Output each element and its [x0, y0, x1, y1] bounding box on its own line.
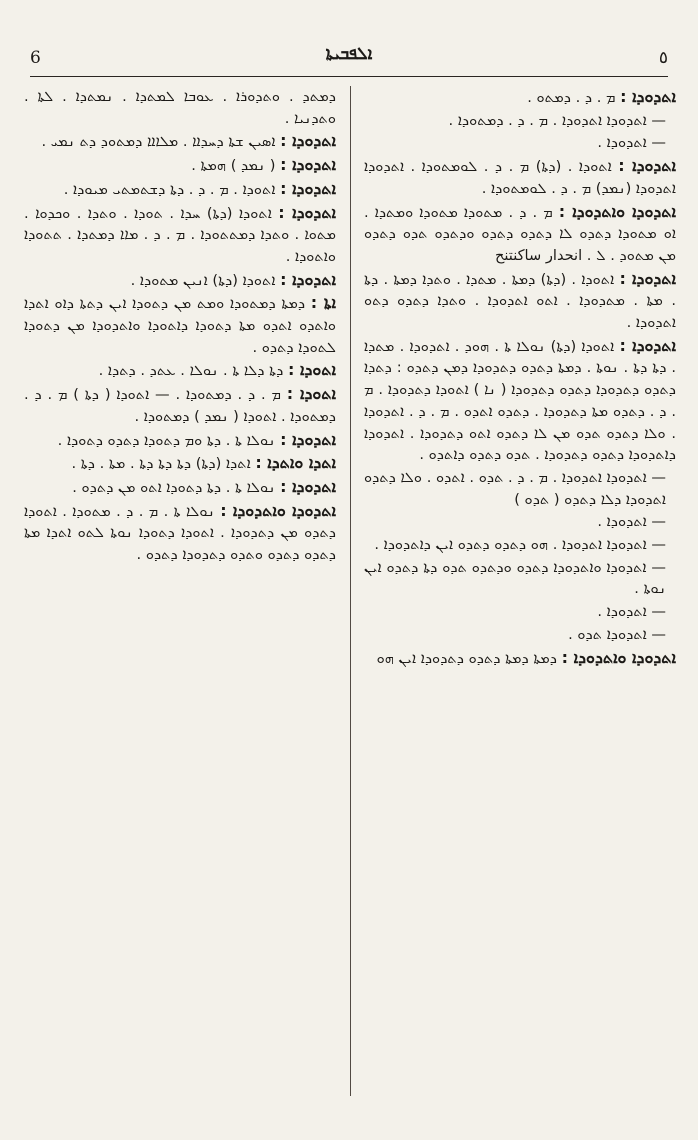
entry-headword: ܐܬܕܘܕܐ ܘܐܬܕܘܕܐ :	[561, 647, 676, 667]
page-number-left: 6	[30, 48, 41, 68]
entry-text: ܕܬܐ ܕܠܐ ܬܐ . ܢܘܠܐ . ܥܬܕ . ܕܬܕܐ .	[98, 362, 284, 380]
entry-headword: ܐܬܕܘܕܐ :	[280, 155, 336, 175]
entry-text: ܡ . ܕ . ܡܬܘܕܐ ܡܬܘܕܐ ܘܡܬܕܐ . ܐܘ ܡܬܘܕܐ ܕܬܕܘ ܠܐ ܕܬܕܘ ܕܬܕܘ ܘܕܬܕܘ ܬܕܘ ܕܬܕܘ ܡܢ ܡܬܘܕ .	[364, 203, 676, 264]
entry-text: ܡ . ܕ . ܕܡܬܘ .	[527, 89, 616, 106]
entry-text: — ܐܬܕܘܕܐ ܐܬܕܘܕܐ . ܡ . ܕ . ܬܕܘ . ܐܬܕܘ . ܘܠܐ ܕܬܕܘ ܐܬܕܘܕܐ ܕܠܐ ܕܬܕܘ ( ܬܕܘ )	[364, 468, 666, 508]
dictionary-entry	[364, 201, 676, 267]
dictionary-entry	[24, 269, 336, 292]
entry-text: ܕܡܬܐ ܕܡܬܐ ܕܬܕܘ ܕܬܕܘܕܐ ܐܝܢ ܗܘ	[376, 649, 558, 667]
entry-text: ܐܬܘܕܐ . (ܕܬܐ) ܡ . ܕ . ܠܘܡܬܘܕܐ . ܐܬܕܘܕܐ ܐܬܕܘܕܐ (ܢܡܕ) ܡ . ܕ . ܠܘܡܬܘܕܐ .	[364, 158, 676, 197]
dictionary-entry	[24, 202, 336, 268]
entry-text: ܐܬܕܐ (ܕܬܐ) ܕܬܐ ܕܬܐ ܕܬܐ . ܡܬܐ . ܕܬܐ .	[71, 455, 251, 473]
sub-entry	[364, 132, 666, 154]
entry-headword: ܐܬܘܕܐ :	[287, 360, 336, 380]
dictionary-entry	[364, 647, 676, 670]
dictionary-entry	[364, 155, 676, 199]
dictionary-entry	[24, 292, 336, 358]
dictionary-entry	[24, 154, 336, 177]
page-number-right: ٥	[658, 48, 668, 68]
entry-headword: ܐܬܕܘܕܐ :	[280, 178, 336, 198]
entry-text: ܐܬܘܕܐ (ܕܬܐ) ܢܘܠܐ ܬܐ . ܗܘܕ . ܐܬܕܘܕܐ . ܡܬܕܐ . ܕܬܐ ܕܬܐ . ܢܘܬܐ . ܕܡܬܐ ܕܬܕܘ ܕܬܕܘܕܐ ܕܡܢ ܕܬܕܘ : ܕܬܕܐ ܕܬܕܘ ܕܬܕܘܕܐ ܕܬܕܘ ܕܬܕܘܕܐ ( ܢܐ ) ܐܬܘܕܐ ܕܬܕܘܕܐ . ܡ . ܕ . ܕܬܕܘ ܡܬܐ ܕܬܕܘܕܐ . ܕܬܕܘ ܐܬܕܘ . ܡ . ܕ . ܐܬܕܘܕܐ . ܘܠܐ ܕܬܕܘ ܬܕܘ ܡܢ ܠܐ ܕܬܕܘ ܐܬܘ ܕܬܕܘܕܐ . ܐܬܕܘܕܐ ܕܐܬܕܘܕܐ ܕܬܕܘ ܕܬܕܘܕܐ . ܬܕܘ ܕܬܕܘ ܕܐܬܕܘ .	[364, 337, 676, 464]
entry-text: — ܐܬܕܘܕܐ .	[597, 513, 666, 531]
entry-text: — ܐܬܕܘܕܐ ܘܐܬܕܘܕܐ ܕܬܕܘ ܘܕܬܕܘ ܬܕܘ ܕܬܐ ܕܬܕܘ ܐܝܢ ܢܘܬܐ .	[364, 558, 666, 598]
page-header	[30, 44, 668, 74]
entry-text: ܐܬܘܕܐ . ܡ . ܕ . ܕܬܐ ܕܫܬܡܬܝ ܡܝܘܕܐ .	[63, 180, 276, 198]
entry-headword: ܐܬܕܘܕܐ ܘܐܬܕܘܕܐ :	[558, 201, 676, 221]
entry-text: ܡ . ܕ . ܕܡܬܘܕܐ . — ܐܬܘܕܐ ( ܕܬܐ ) ܡ . ܕ . ܕܡܬܘܕܐ . ܐܬܘܕܐ ( ܢܡܕ ) ܕܡܬܘܕܐ .	[24, 386, 336, 425]
running-title: ܐܠܦܒܝܬܐ	[325, 44, 373, 64]
entry-headword: ܐܬܘܕܐ :	[286, 384, 336, 404]
entry-arabic-gloss: ܠ . انحدار ساكنتنح	[494, 246, 606, 264]
entry-headword: ܐܬܕܘܕܐ :	[618, 156, 676, 176]
dictionary-entry	[24, 86, 336, 129]
sub-entry	[364, 511, 666, 533]
entry-text: ܢܘܠܐ ܬܐ . ܡ . ܕ . ܡܬܘܕܐ . ܐܬܘܕܐ ܕܬܕܘ ܡܢ ܕܬܕܘܕܐ . ܐܬܘܕܐ ܕܬܘܕܐ ܢܘܬܐ ܠܬܘ ܐܬܕܐ ܡܬܐ ܕܬܕܘ ܕܬܕܘ ܘܬܕܘ ܕܬܕܘܕܐ ܕܬܕܘ .	[24, 502, 336, 564]
left-column	[24, 86, 336, 1116]
header-rule	[30, 76, 668, 77]
dictionary-entry	[24, 476, 336, 499]
dictionary-entry	[364, 268, 676, 334]
dictionary-entry	[24, 452, 336, 475]
entry-text: ܢܘܠܐ ܬܐ . ܕܬܐ ܕܬܘܕܐ ܐܬܘ ܡܢ ܕܬܕܘ .	[72, 478, 276, 496]
entry-headword: ܐܬܐ :	[310, 293, 336, 313]
entry-text: — ܐܬܕܘܕܐ .	[597, 603, 666, 621]
sub-entry	[364, 557, 666, 600]
entry-headword: ܐܬܕܘܕܐ ܘܐܬܕܘܕܐ :	[220, 500, 336, 520]
entry-headword: ܐܬܕܘܕܐ :	[280, 131, 336, 151]
dictionary-entry	[24, 359, 336, 382]
right-column	[364, 86, 676, 1116]
column-divider	[350, 86, 351, 1096]
entry-text: — ܐܬܕܘܕܐ ܬܕܘ .	[568, 625, 666, 643]
entry-text: ܐܬܘܕܐ . (ܕܬܐ) ܕܡܬܐ . ܡܬܕܐ . ܘܬܕܐ ܕܡܬܐ . ܕܬܐ . ܡܬܐ . ܡܬܕܘܕܐ . ܐܬܘ ܐܬܕܘܕܐ . ܘܬܕܐ ܕܬܕܘ ܕܬܘ ܐܬܕܘܕܐ .	[364, 270, 676, 332]
sub-entry	[364, 624, 666, 646]
entry-text: ( ܢܡܕ ) ܗܡܬܐ .	[191, 157, 276, 175]
dictionary-entry	[24, 500, 336, 566]
dictionary-entry	[24, 383, 336, 427]
entry-headword: ܐܬܕܘܕܐ :	[280, 269, 336, 289]
entry-headword: ܐܬܕܘܕܐ :	[619, 335, 676, 355]
entry-headword: ܐܬܕܘܕܐ :	[280, 429, 336, 449]
entry-text: ܐܣܝܢ ܫܬܐ ܕܚܕܐܐ . ܡܠܐܐܐ ܕܡܬܘܕ ܕܬ ܢܡܝ .	[41, 133, 276, 151]
sub-entry	[364, 467, 666, 510]
entry-headword: ܐܬܕܘܕܐ :	[278, 202, 336, 222]
entry-text: ܕܡܬܐ ܕܡܬܘܕܐ ܘܡܬ ܡܢ ܕܬܘܕܐ ܐܝܢ ܕܬܬܐ ܕܐܘ ܐܬܕܐ ܘܐܬܕܘ ܐܬܕܘ ܡܬܐ ܕܬܘܕܐ ܕܐܬܘܕܐ ܘܐܬܕܘܕܐ ܡܢ ܕܬܘܕܐ ܠܬܘܕܐ ܕܬܕܘ .	[24, 295, 336, 356]
entry-text: ܕܡܬܕ . ܘܬܕܘܪܐ . ܥܘܒܐ ܠܡܬܕܐ . ܢܡܬܕܐ . ܠܬܐ . ܘܬܕܢܝܐ .	[24, 88, 336, 127]
entry-text: ܐܬܘܕܐ (ܕܬܐ) ܐܢܝܢ ܡܬܘܕܐ .	[130, 271, 276, 289]
dictionary-entry	[364, 335, 676, 466]
entry-text: ܢܘܠܐ ܬܐ . ܕܬܐ ܘܡ ܕܬܘܕܐ ܕܬܕܘ ܕܬܘܕܐ .	[57, 431, 276, 449]
dictionary-entry	[24, 429, 336, 452]
entry-headword: ܐܬܕܘܕܐ :	[280, 476, 336, 496]
dictionary-entry	[364, 86, 676, 109]
entry-text: — ܐܬܕܘܕܐ .	[597, 134, 666, 152]
text-columns	[24, 86, 676, 1116]
entry-text: — ܐܬܕܘܕܐ ܐܬܕܘܕܐ . ܡ . ܕ . ܕܡܬܘܕܐ .	[448, 111, 666, 129]
entry-text: ܐܬܘܕܐ (ܕܬܐ) ܚܕܐ . ܬܘܕܐ . ܘܬܕܐ . ܘܟܕܘܐ . ܡܬܘܐ . ܘܬܕܐ ܕܡܬܬܘܕܐ . ܡ . ܕ . ܡܐܐ ܕܡܬܕܐ . ܬܬܘܕܐ ܘܐܬܘܕܐ .	[24, 204, 336, 265]
dictionary-entry	[24, 130, 336, 153]
sub-entry	[364, 110, 666, 132]
entry-headword: ܐܬܕܐ ܘܐܬܕܐ :	[255, 453, 336, 473]
dictionary-entry	[24, 178, 336, 201]
entry-headword: ܐܬܕܘܕܐ :	[619, 268, 676, 288]
sub-entry	[364, 601, 666, 623]
entry-text: — ܐܬܕܘܕܐ ܐܬܕܘܕܐ . ܗܘ ܕܬܕܘ ܕܬܕܘ ܐܝܢ ܕܐܬܕܘܕܐ .	[374, 536, 666, 554]
entry-headword: ܐܬܕܘܕܐ :	[620, 87, 676, 106]
sub-entry	[364, 534, 666, 556]
